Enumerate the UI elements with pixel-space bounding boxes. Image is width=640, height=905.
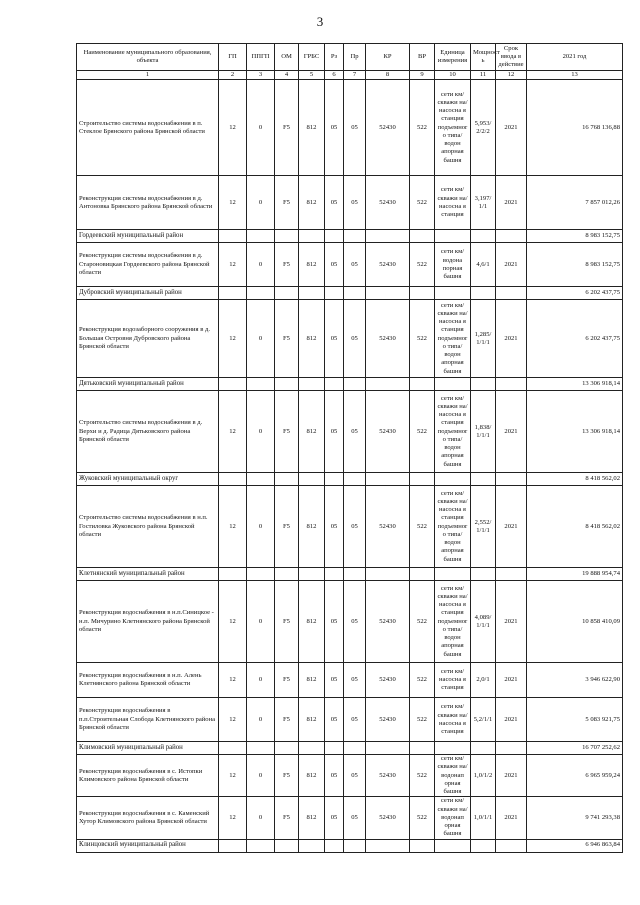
cell-amount: 6 965 959,24 bbox=[527, 755, 623, 797]
cell-amount: 10 858 410,09 bbox=[527, 581, 623, 663]
cell-kr: 52430 bbox=[366, 755, 410, 797]
cell-vr: 522 bbox=[410, 486, 435, 568]
object-name: Реконструкция водоснабжения в н.п.Синицкое - н.п. Мичурино Клетнянского района Брянской области bbox=[77, 581, 219, 663]
cell-grbs: 812 bbox=[299, 663, 325, 698]
cell-rz: 05 bbox=[325, 391, 344, 473]
cell-pgp: 0 bbox=[247, 300, 275, 378]
empty-cell bbox=[275, 742, 299, 755]
empty-cell bbox=[366, 230, 410, 243]
empty-cell bbox=[325, 473, 344, 486]
column-number: 3 bbox=[247, 71, 275, 80]
empty-cell bbox=[247, 742, 275, 755]
cell-pr: 05 bbox=[344, 663, 366, 698]
cell-term: 2021 bbox=[496, 300, 527, 378]
cell-vr: 522 bbox=[410, 176, 435, 230]
header-term: Срок ввода в действие bbox=[496, 44, 527, 71]
cell-term: 2021 bbox=[496, 176, 527, 230]
column-number: 11 bbox=[471, 71, 496, 80]
cell-pr: 05 bbox=[344, 755, 366, 797]
cell-vr: 522 bbox=[410, 581, 435, 663]
empty-cell bbox=[344, 287, 366, 300]
header-name: Наименование муниципального образования, объекта bbox=[77, 44, 219, 71]
cell-vr: 522 bbox=[410, 300, 435, 378]
group-name: Жуковский муниципальный округ bbox=[77, 473, 219, 486]
empty-cell bbox=[410, 742, 435, 755]
empty-cell bbox=[247, 378, 275, 391]
group-total: 6 202 437,75 bbox=[527, 287, 623, 300]
cell-power: 4,089/1/1/1 bbox=[471, 581, 496, 663]
empty-cell bbox=[219, 839, 247, 852]
cell-power: 1,0/1/1 bbox=[471, 797, 496, 839]
empty-cell bbox=[496, 287, 527, 300]
column-number: 4 bbox=[275, 71, 299, 80]
empty-cell bbox=[325, 742, 344, 755]
empty-cell bbox=[496, 568, 527, 581]
cell-kr: 52430 bbox=[366, 176, 410, 230]
cell-rz: 05 bbox=[325, 797, 344, 839]
object-name: Реконструкция системы водоснабжения в д. Староновицкая Гордеевского района Брянской области bbox=[77, 243, 219, 287]
group-name: Дятьковский муниципальный район bbox=[77, 378, 219, 391]
empty-cell bbox=[435, 287, 471, 300]
cell-grbs: 812 bbox=[299, 486, 325, 568]
empty-cell bbox=[325, 839, 344, 852]
empty-cell bbox=[275, 230, 299, 243]
table-row bbox=[77, 663, 623, 698]
cell-om: F5 bbox=[275, 391, 299, 473]
cell-power: 4,6/1 bbox=[471, 243, 496, 287]
header-grbs: ГРБС bbox=[299, 44, 325, 71]
empty-cell bbox=[410, 473, 435, 486]
group-row bbox=[77, 378, 623, 391]
cell-pr: 05 bbox=[344, 797, 366, 839]
cell-pr: 05 bbox=[344, 300, 366, 378]
empty-cell bbox=[275, 568, 299, 581]
group-row bbox=[77, 287, 623, 300]
cell-rz: 05 bbox=[325, 698, 344, 742]
cell-pgp: 0 bbox=[247, 755, 275, 797]
group-name: Клинцовский муниципальный район bbox=[77, 839, 219, 852]
cell-kr: 52430 bbox=[366, 243, 410, 287]
empty-cell bbox=[247, 568, 275, 581]
empty-cell bbox=[471, 287, 496, 300]
cell-power: 1,838/1/1/1 bbox=[471, 391, 496, 473]
cell-term: 2021 bbox=[496, 755, 527, 797]
empty-cell bbox=[410, 230, 435, 243]
object-name: Реконструкция системы водоснабжения в д. Антоновка Брянского района Брянской области bbox=[77, 176, 219, 230]
cell-amount: 8 418 562,02 bbox=[527, 486, 623, 568]
cell-power: 5,953/2/2/2 bbox=[471, 80, 496, 176]
cell-pgp: 0 bbox=[247, 698, 275, 742]
cell-unit: сети км/скважи на/насосна я станция подъемноr о типа/водон апорная башня bbox=[435, 486, 471, 568]
cell-unit: сети км/водона порная башня bbox=[435, 243, 471, 287]
cell-term: 2021 bbox=[496, 581, 527, 663]
cell-om: F5 bbox=[275, 176, 299, 230]
cell-gp: 12 bbox=[219, 755, 247, 797]
empty-cell bbox=[344, 473, 366, 486]
budget-table bbox=[76, 43, 623, 853]
group-name: Клетнянский муниципальный район bbox=[77, 568, 219, 581]
cell-unit: сети км/скважи на/водонап орная башня bbox=[435, 755, 471, 797]
cell-unit: сети км/скважи на/водонап орная башня bbox=[435, 797, 471, 839]
cell-term: 2021 bbox=[496, 797, 527, 839]
empty-cell bbox=[410, 839, 435, 852]
empty-cell bbox=[275, 839, 299, 852]
empty-cell bbox=[325, 378, 344, 391]
cell-gp: 12 bbox=[219, 581, 247, 663]
empty-cell bbox=[299, 742, 325, 755]
cell-vr: 522 bbox=[410, 80, 435, 176]
table-row bbox=[77, 698, 623, 742]
cell-pgp: 0 bbox=[247, 243, 275, 287]
column-number: 2 bbox=[219, 71, 247, 80]
empty-cell bbox=[496, 473, 527, 486]
cell-om: F5 bbox=[275, 581, 299, 663]
empty-cell bbox=[299, 230, 325, 243]
empty-cell bbox=[435, 742, 471, 755]
table-row bbox=[77, 755, 623, 797]
cell-kr: 52430 bbox=[366, 486, 410, 568]
header-power: Мощност ь bbox=[471, 44, 496, 71]
empty-cell bbox=[366, 287, 410, 300]
cell-om: F5 bbox=[275, 797, 299, 839]
empty-cell bbox=[435, 568, 471, 581]
table-row bbox=[77, 391, 623, 473]
empty-cell bbox=[299, 378, 325, 391]
cell-power: 2,0/1 bbox=[471, 663, 496, 698]
empty-cell bbox=[366, 568, 410, 581]
header-year: 2021 год bbox=[527, 44, 623, 71]
empty-cell bbox=[219, 230, 247, 243]
table-row bbox=[77, 80, 623, 176]
cell-gp: 12 bbox=[219, 391, 247, 473]
cell-kr: 52430 bbox=[366, 663, 410, 698]
cell-kr: 52430 bbox=[366, 300, 410, 378]
cell-amount: 9 741 293,38 bbox=[527, 797, 623, 839]
cell-vr: 522 bbox=[410, 797, 435, 839]
column-number: 12 bbox=[496, 71, 527, 80]
empty-cell bbox=[275, 287, 299, 300]
empty-cell bbox=[247, 839, 275, 852]
cell-vr: 522 bbox=[410, 755, 435, 797]
empty-cell bbox=[219, 568, 247, 581]
group-name: Гордеевский муниципальный район bbox=[77, 230, 219, 243]
cell-vr: 522 bbox=[410, 391, 435, 473]
cell-grbs: 812 bbox=[299, 797, 325, 839]
group-total: 19 888 954,74 bbox=[527, 568, 623, 581]
empty-cell bbox=[471, 568, 496, 581]
cell-grbs: 812 bbox=[299, 581, 325, 663]
empty-cell bbox=[435, 473, 471, 486]
cell-unit: сети км/скважи на/насосна я станция подъемноr о типа/водон апорная башня bbox=[435, 391, 471, 473]
cell-pr: 05 bbox=[344, 391, 366, 473]
cell-unit: сети км/скважи на/насосна я станция подъемноr о типа/водон апорная башня bbox=[435, 581, 471, 663]
empty-cell bbox=[219, 473, 247, 486]
empty-cell bbox=[299, 287, 325, 300]
empty-cell bbox=[471, 839, 496, 852]
object-name: Строительство системы водоснабжения в п. Стеклое Брянского района Брянской области bbox=[77, 80, 219, 176]
empty-cell bbox=[344, 230, 366, 243]
cell-vr: 522 bbox=[410, 663, 435, 698]
cell-pr: 05 bbox=[344, 176, 366, 230]
empty-cell bbox=[299, 568, 325, 581]
header-kr: КР bbox=[366, 44, 410, 71]
group-row bbox=[77, 742, 623, 755]
empty-cell bbox=[299, 839, 325, 852]
cell-amount: 3 946 622,90 bbox=[527, 663, 623, 698]
table-row bbox=[77, 797, 623, 839]
empty-cell bbox=[496, 742, 527, 755]
cell-amount: 8 983 152,75 bbox=[527, 243, 623, 287]
cell-grbs: 812 bbox=[299, 300, 325, 378]
empty-cell bbox=[247, 287, 275, 300]
column-number: 9 bbox=[410, 71, 435, 80]
column-number: 13 bbox=[527, 71, 623, 80]
header-vr: ВР bbox=[410, 44, 435, 71]
group-row bbox=[77, 473, 623, 486]
cell-pgp: 0 bbox=[247, 391, 275, 473]
empty-cell bbox=[219, 742, 247, 755]
cell-unit: сети км/скважи на/насосна я станция bbox=[435, 176, 471, 230]
empty-cell bbox=[366, 473, 410, 486]
cell-power: 2,552/1/1/1 bbox=[471, 486, 496, 568]
empty-cell bbox=[410, 378, 435, 391]
empty-cell bbox=[435, 378, 471, 391]
cell-gp: 12 bbox=[219, 300, 247, 378]
cell-power: 1,0/1/2 bbox=[471, 755, 496, 797]
table-row bbox=[77, 486, 623, 568]
cell-pr: 05 bbox=[344, 243, 366, 287]
cell-rz: 05 bbox=[325, 176, 344, 230]
cell-om: F5 bbox=[275, 663, 299, 698]
empty-cell bbox=[471, 742, 496, 755]
empty-cell bbox=[366, 839, 410, 852]
cell-om: F5 bbox=[275, 243, 299, 287]
empty-cell bbox=[471, 473, 496, 486]
cell-pr: 05 bbox=[344, 698, 366, 742]
cell-amount: 16 768 136,88 bbox=[527, 80, 623, 176]
cell-unit: сети км/скважи на/насосна я станция подъемноr о типа/водон апорная башня bbox=[435, 300, 471, 378]
cell-pgp: 0 bbox=[247, 486, 275, 568]
empty-cell bbox=[344, 742, 366, 755]
empty-cell bbox=[325, 568, 344, 581]
empty-cell bbox=[435, 839, 471, 852]
cell-unit: сети км/насосна я станция bbox=[435, 663, 471, 698]
cell-grbs: 812 bbox=[299, 391, 325, 473]
empty-cell bbox=[325, 287, 344, 300]
cell-rz: 05 bbox=[325, 663, 344, 698]
column-number: 8 bbox=[366, 71, 410, 80]
cell-grbs: 812 bbox=[299, 755, 325, 797]
cell-rz: 05 bbox=[325, 486, 344, 568]
table-row bbox=[77, 300, 623, 378]
cell-rz: 05 bbox=[325, 300, 344, 378]
empty-cell bbox=[366, 742, 410, 755]
cell-pgp: 0 bbox=[247, 80, 275, 176]
cell-pgp: 0 bbox=[247, 797, 275, 839]
cell-gp: 12 bbox=[219, 698, 247, 742]
column-number: 5 bbox=[299, 71, 325, 80]
empty-cell bbox=[275, 378, 299, 391]
cell-pr: 05 bbox=[344, 486, 366, 568]
cell-om: F5 bbox=[275, 300, 299, 378]
empty-cell bbox=[435, 230, 471, 243]
object-name: Реконструкция водоснабжения в с. Каменский Хутор Климовского района Брянской области bbox=[77, 797, 219, 839]
cell-vr: 522 bbox=[410, 243, 435, 287]
table-row bbox=[77, 243, 623, 287]
object-name: Строительство системы водоснабжения в н.п. Гостиловка Жуковского района Брянской области bbox=[77, 486, 219, 568]
cell-unit: сети км/скважи на/насосна я станция подъемноr о типа/водон апорная башня bbox=[435, 80, 471, 176]
cell-pgp: 0 bbox=[247, 176, 275, 230]
header-rz: Рз bbox=[325, 44, 344, 71]
header-gp: ГП bbox=[219, 44, 247, 71]
empty-cell bbox=[344, 839, 366, 852]
empty-cell bbox=[496, 378, 527, 391]
cell-gp: 12 bbox=[219, 80, 247, 176]
page-number: 3 bbox=[316, 14, 324, 29]
group-name: Климовский муниципальный район bbox=[77, 742, 219, 755]
empty-cell bbox=[366, 378, 410, 391]
cell-power: 5,2/1/1 bbox=[471, 698, 496, 742]
cell-pgp: 0 bbox=[247, 663, 275, 698]
group-row bbox=[77, 839, 623, 852]
cell-rz: 05 bbox=[325, 581, 344, 663]
cell-pr: 05 bbox=[344, 80, 366, 176]
empty-cell bbox=[410, 568, 435, 581]
cell-rz: 05 bbox=[325, 80, 344, 176]
cell-kr: 52430 bbox=[366, 391, 410, 473]
cell-amount: 13 306 918,14 bbox=[527, 391, 623, 473]
empty-cell bbox=[496, 230, 527, 243]
cell-amount: 5 083 921,75 bbox=[527, 698, 623, 742]
group-name: Дубровский муниципальный район bbox=[77, 287, 219, 300]
cell-rz: 05 bbox=[325, 755, 344, 797]
cell-amount: 6 202 437,75 bbox=[527, 300, 623, 378]
object-name: Реконструкция водоснабжения в п.п.Строительная Слобода Клетнянского района Брянской области bbox=[77, 698, 219, 742]
cell-om: F5 bbox=[275, 755, 299, 797]
cell-term: 2021 bbox=[496, 486, 527, 568]
group-total: 6 946 863,84 bbox=[527, 839, 623, 852]
cell-om: F5 bbox=[275, 698, 299, 742]
column-number: 10 bbox=[435, 71, 471, 80]
cell-term: 2021 bbox=[496, 663, 527, 698]
group-row bbox=[77, 230, 623, 243]
cell-kr: 52430 bbox=[366, 797, 410, 839]
cell-gp: 12 bbox=[219, 176, 247, 230]
header-om: ОМ bbox=[275, 44, 299, 71]
column-number-row bbox=[77, 71, 623, 80]
cell-pr: 05 bbox=[344, 581, 366, 663]
cell-grbs: 812 bbox=[299, 243, 325, 287]
header-pgp: ППГП bbox=[247, 44, 275, 71]
group-row bbox=[77, 568, 623, 581]
table-body bbox=[77, 80, 623, 852]
empty-cell bbox=[344, 378, 366, 391]
object-name: Реконструкция водозаборного сооружения в д. Большая Островня Дубровского района Брянской области bbox=[77, 300, 219, 378]
cell-gp: 12 bbox=[219, 797, 247, 839]
object-name: Реконструкция водоснабжения в н.п. Алень Клетнянского района Брянской области bbox=[77, 663, 219, 698]
empty-cell bbox=[247, 230, 275, 243]
cell-kr: 52430 bbox=[366, 80, 410, 176]
cell-grbs: 812 bbox=[299, 698, 325, 742]
cell-kr: 52430 bbox=[366, 581, 410, 663]
cell-term: 2021 bbox=[496, 243, 527, 287]
empty-cell bbox=[325, 230, 344, 243]
cell-kr: 52430 bbox=[366, 698, 410, 742]
empty-cell bbox=[471, 378, 496, 391]
cell-term: 2021 bbox=[496, 80, 527, 176]
group-total: 16 707 252,62 bbox=[527, 742, 623, 755]
table-row bbox=[77, 581, 623, 663]
table-row bbox=[77, 176, 623, 230]
empty-cell bbox=[247, 473, 275, 486]
cell-power: 1,285/1/1/1 bbox=[471, 300, 496, 378]
group-total: 8 983 152,75 bbox=[527, 230, 623, 243]
group-total: 8 418 562,02 bbox=[527, 473, 623, 486]
cell-rz: 05 bbox=[325, 243, 344, 287]
cell-grbs: 812 bbox=[299, 176, 325, 230]
cell-gp: 12 bbox=[219, 663, 247, 698]
empty-cell bbox=[471, 230, 496, 243]
column-number: 6 bbox=[325, 71, 344, 80]
cell-grbs: 812 bbox=[299, 80, 325, 176]
cell-gp: 12 bbox=[219, 486, 247, 568]
cell-om: F5 bbox=[275, 80, 299, 176]
group-total: 13 306 918,14 bbox=[527, 378, 623, 391]
cell-amount: 7 857 012,26 bbox=[527, 176, 623, 230]
empty-cell bbox=[299, 473, 325, 486]
cell-term: 2021 bbox=[496, 698, 527, 742]
cell-pgp: 0 bbox=[247, 581, 275, 663]
cell-om: F5 bbox=[275, 486, 299, 568]
empty-cell bbox=[219, 287, 247, 300]
cell-gp: 12 bbox=[219, 243, 247, 287]
object-name: Реконструкция водоснабжения в с. Истопки Климовского района Брянской области bbox=[77, 755, 219, 797]
cell-term: 2021 bbox=[496, 391, 527, 473]
empty-cell bbox=[344, 568, 366, 581]
empty-cell bbox=[410, 287, 435, 300]
empty-cell bbox=[275, 473, 299, 486]
header-pr: Пр bbox=[344, 44, 366, 71]
column-number: 7 bbox=[344, 71, 366, 80]
column-number: 1 bbox=[77, 71, 219, 80]
empty-cell bbox=[496, 839, 527, 852]
header-unit: Единица измерения bbox=[435, 44, 471, 71]
cell-vr: 522 bbox=[410, 698, 435, 742]
empty-cell bbox=[219, 378, 247, 391]
header-row bbox=[77, 44, 623, 71]
cell-unit: сети км/скважи на/насосна я станция bbox=[435, 698, 471, 742]
object-name: Строительство системы водоснабжения в д. Верхи и д. Радица Дятьковского района Брянской области bbox=[77, 391, 219, 473]
cell-power: 3,197/1/1 bbox=[471, 176, 496, 230]
